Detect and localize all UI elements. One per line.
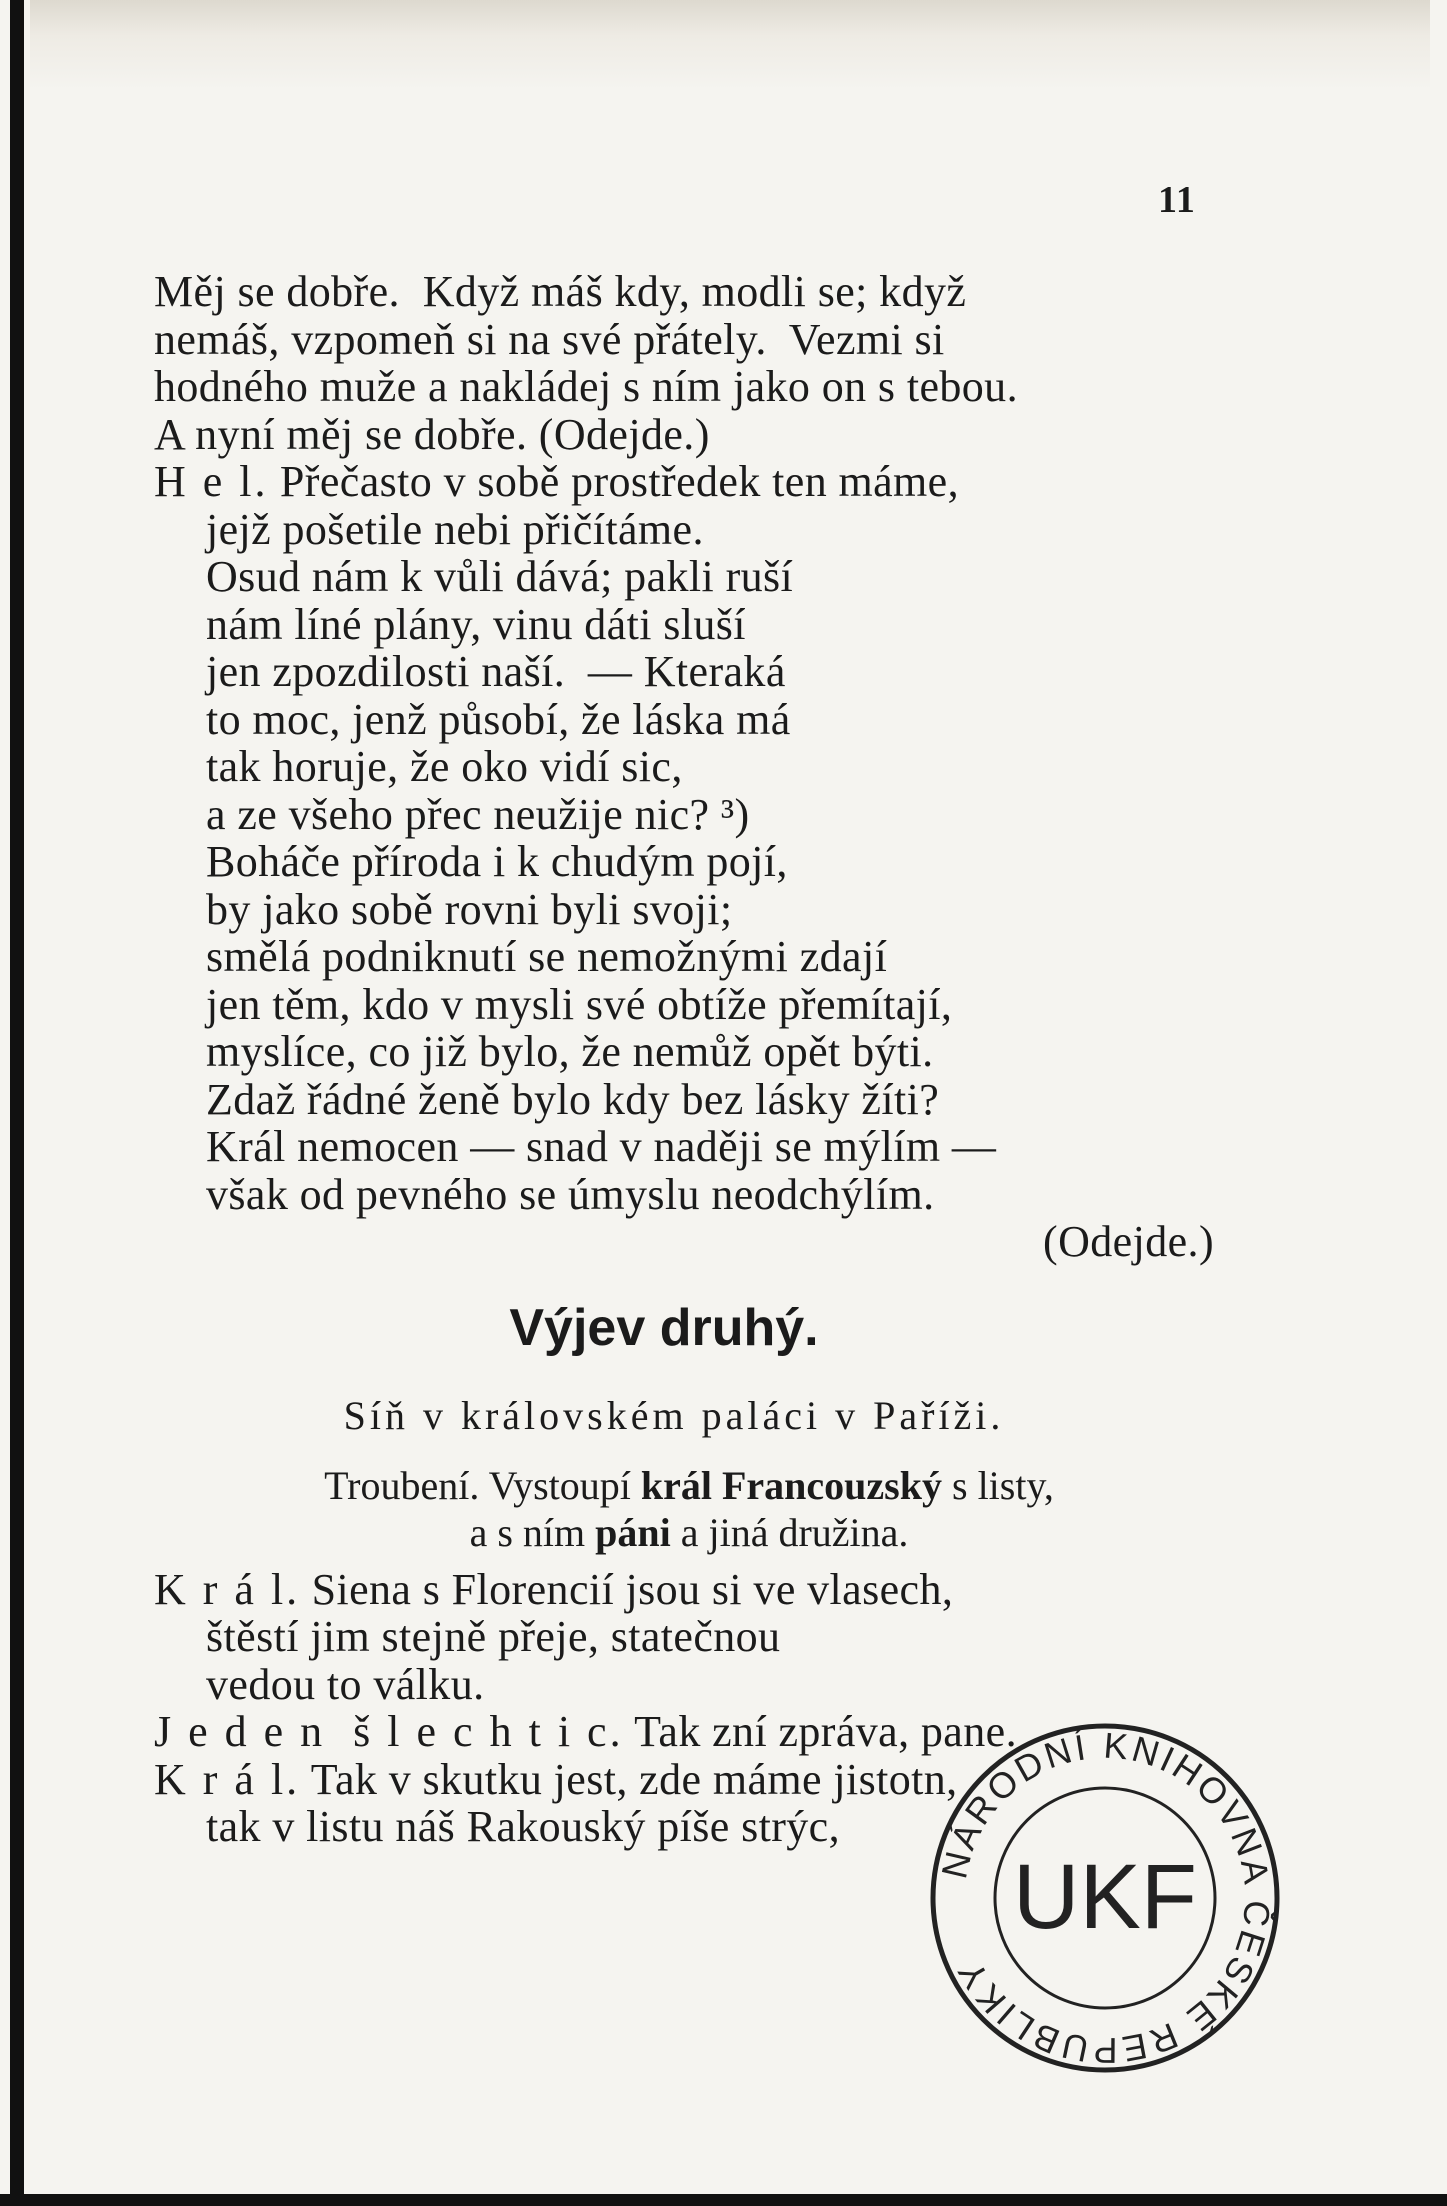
speech-text: štěstí jim stejně přeje, statečnou <box>206 1612 781 1661</box>
speech-text: Tak v skutku jest, zde máme jistotn, <box>300 1754 958 1804</box>
stamp-center-text: UKF <box>1013 1846 1197 1948</box>
scan-bottom-edge <box>0 2194 1447 2206</box>
dialogue-line <box>154 1613 1234 1661</box>
dialogue-line <box>154 1566 1234 1614</box>
speech-text: tak v listu náš Rakouský píše strýc, <box>206 1802 841 1851</box>
speech-hel <box>154 458 1234 506</box>
verse-line: však od pevného se úmyslu neodchýlím. <box>206 1169 935 1219</box>
verse-line: tak horuje, že oko vidí sic, <box>206 742 683 791</box>
verse-line: by jako sobě rovni byli svoji; <box>206 884 733 934</box>
stage-direction-text: a s ním <box>469 1509 596 1555</box>
speaker-name: K r á l. <box>154 1564 301 1614</box>
library-stamp <box>925 1718 1285 2078</box>
character-king: král Francouzský <box>640 1462 942 1508</box>
verse-line: nám líné plány, vinu dáti sluší <box>206 599 746 649</box>
verse-line: Zdaž řádné ženě bylo kdy bez lásky žíti? <box>206 1074 940 1124</box>
verse-line: myslíce, co již bylo, že nemůž opět býti. <box>206 1027 934 1076</box>
stamp-outer-text: NÁRODNÍ KNIHOVNA ČESKÉ REPUBLIKY <box>933 1724 1279 2072</box>
text-line: hodného muže a nakládej s ním jako on s tebou. <box>154 362 1018 411</box>
verse-line: Král nemocen — snad v naději se mýlím — <box>206 1122 997 1171</box>
text-line: Měj se dobře. Když máš kdy, modli se; když <box>154 267 967 316</box>
speech-text: Siena s Florencií jsou si ve vlasech, <box>300 1564 954 1614</box>
verse-line: Osud nám k vůli dává; pakli ruší <box>206 552 794 601</box>
text-line: A nyní měj se dobře. (Odejde.) <box>154 409 710 459</box>
exit-direction: (Odejde.) <box>1043 1217 1214 1266</box>
dialogue-line <box>154 1661 1234 1709</box>
verse-line: a ze všeho přec neužije nic? ³) <box>206 789 750 839</box>
text-body <box>154 268 1234 1851</box>
verse-line: jejž pošetile nebi přičítáme. <box>206 504 704 554</box>
verse-line: Boháče příroda i k chudým pojí, <box>206 837 788 886</box>
stage-direction-text: Troubení. Vystoupí <box>324 1462 641 1508</box>
speaker-name: H e l. <box>154 457 269 506</box>
speaker-name: J e d e n š l e c h t i c. <box>154 1707 624 1756</box>
verse-line: jen zpozdilosti naší. — Kteraká <box>206 647 786 696</box>
stage-direction-text: s listy, <box>942 1462 1054 1508</box>
speech-text: vedou to válku. <box>206 1659 485 1709</box>
scene-heading: Výjev druhý. <box>509 1298 819 1357</box>
character-lords: páni <box>595 1509 671 1555</box>
verse-line: to moc, jenž působí, že láska má <box>206 694 791 744</box>
page-number: 11 <box>1158 179 1196 221</box>
scan-top-shading <box>30 0 1430 90</box>
speech-text: Přečasto v sobě prostředek ten máme, <box>268 457 960 506</box>
text-line: nemáš, vzpomeň si na své přátely. Vezmi si <box>154 314 945 364</box>
stage-direction <box>154 1462 1234 1556</box>
scene-setting: Síň v královském paláci v Paříži. <box>343 1392 1005 1438</box>
verse-line: smělá podniknutí se nemožnými zdají <box>206 932 888 981</box>
stage-direction-text: a jiná družina. <box>670 1509 909 1555</box>
speech-text: Tak zní zpráva, pane. <box>623 1707 1017 1756</box>
verse-line: jen těm, kdo v mysli své obtíže přemítají, <box>206 979 953 1029</box>
speaker-name: K r á l. <box>154 1754 301 1804</box>
scan-left-edge <box>10 0 24 2206</box>
